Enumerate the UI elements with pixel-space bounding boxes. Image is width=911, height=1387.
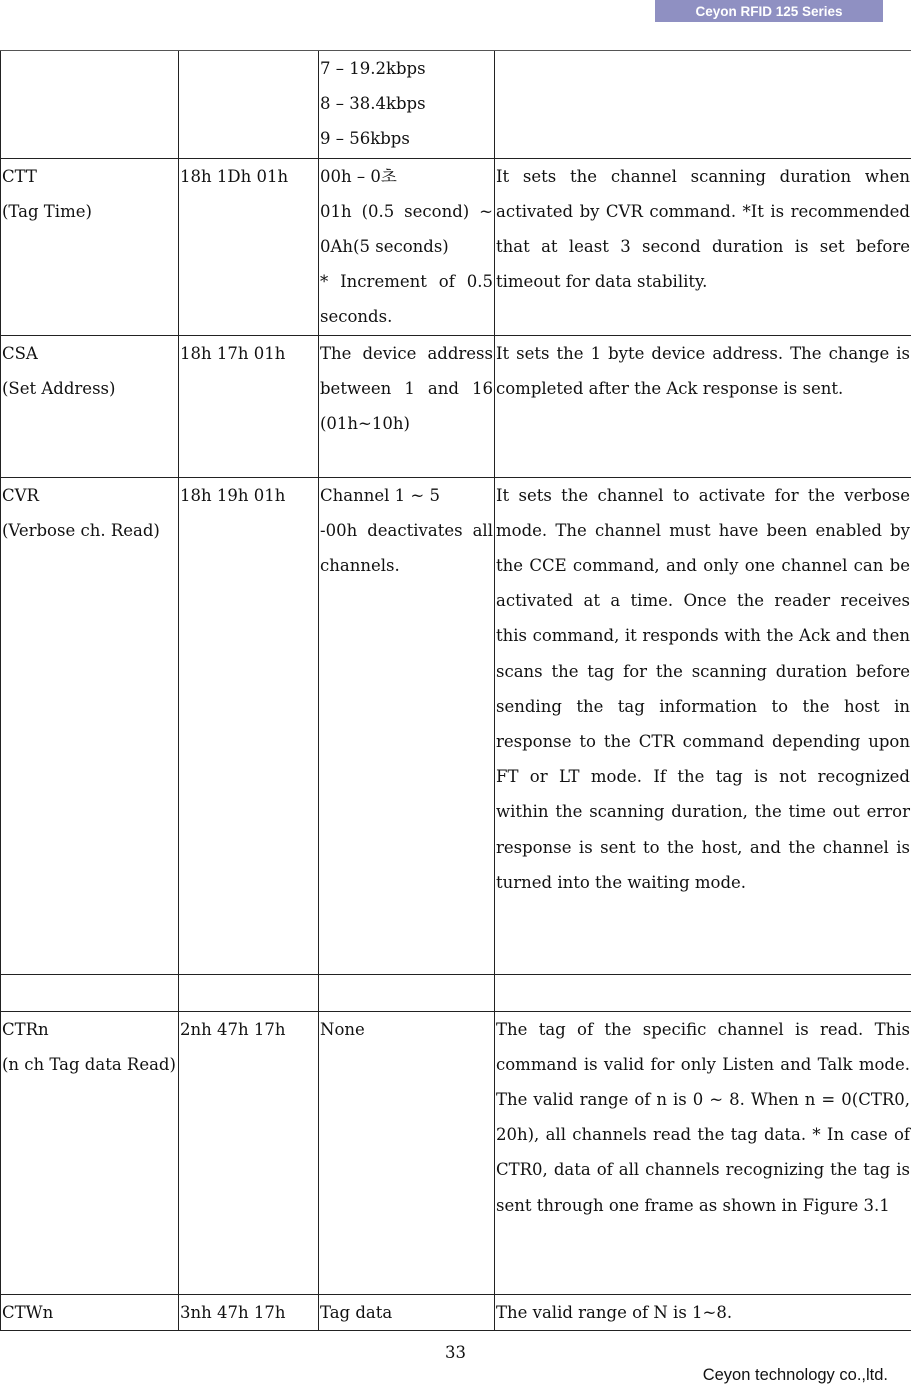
description-text: It sets the 1 byte device address. The change is completed after the Ack response is sent. xyxy=(496,343,910,398)
description-text: It sets the channel to activate for the verbose mode. The channel must have been enabled by the CCE command, and only one channel can be activated at a time. Once the reader receives this command, it responds with the Ack and then scans the tag for the scanning duration before sending the tag information to the host in response to the CTR command depending upon FT or LT mode. If the tag is not recognized within the scanning duration, the time out error response is sent to the host, and the channel is turned into the waiting mode. xyxy=(496,485,910,892)
command-text: (Set Address) xyxy=(2,378,116,398)
code-text: 3nh 47h 17h xyxy=(180,1302,286,1322)
description-cell xyxy=(495,51,911,158)
command-text: (Verbose ch. Read) xyxy=(2,520,160,540)
parameter-cell xyxy=(319,158,495,335)
parameter-text: 9 – 56kbps xyxy=(320,129,410,149)
command-table-body xyxy=(1,51,911,1330)
parameter-text: -00h deactivates all channels. xyxy=(320,520,493,575)
parameter-text: 00h – 0초 xyxy=(320,166,397,186)
parameter-text: 01h (0.5 second) ~ 0Ah(5 seconds) xyxy=(320,201,493,256)
table-row xyxy=(1,335,911,477)
parameter-text: Tag data xyxy=(320,1302,393,1322)
command-text: CTWn xyxy=(2,1302,54,1322)
code-cell xyxy=(179,1294,319,1330)
table-row xyxy=(1,158,911,335)
description-cell xyxy=(495,158,911,335)
command-text: CTT xyxy=(2,166,37,186)
description-text: The valid range of N is 1~8. xyxy=(496,1302,733,1322)
description-cell xyxy=(495,335,911,477)
description-cell xyxy=(495,1294,911,1330)
parameter-text: 8 – 38.4kbps xyxy=(320,94,426,114)
command-text: (Tag Time) xyxy=(2,201,92,221)
code-text: 18h 1Dh 01h xyxy=(180,166,289,186)
command-table xyxy=(0,51,911,1331)
series-badge xyxy=(655,0,883,22)
code-cell xyxy=(179,477,319,974)
description-text: The tag of the specific channel is read. This command is valid for only Listen and Talk mode. The valid range of n is 0 ~ 8. When n = 0(CTR0, 20h), all channels read the tag data. * In case of CTR0, data of all channels recognizing the tag is sent through one frame as shown in Figure 3.1 xyxy=(496,1019,910,1215)
command-cell xyxy=(1,974,179,1011)
parameter-cell xyxy=(319,335,495,477)
parameter-cell xyxy=(319,974,495,1011)
command-text: (n ch Tag data Read) xyxy=(2,1054,176,1074)
table-row xyxy=(1,1011,911,1294)
code-cell xyxy=(179,158,319,335)
description-cell xyxy=(495,1011,911,1294)
parameter-cell xyxy=(319,1294,495,1330)
code-cell xyxy=(179,335,319,477)
description-cell xyxy=(495,477,911,974)
code-text: 18h 19h 01h xyxy=(180,485,286,505)
table-row xyxy=(1,974,911,1011)
parameter-cell xyxy=(319,51,495,158)
command-cell xyxy=(1,335,179,477)
table-row xyxy=(1,51,911,158)
parameter-text: The device address between 1 and 16 (01h~10h) xyxy=(320,343,493,433)
code-cell xyxy=(179,1011,319,1294)
command-text: CSA xyxy=(2,343,38,363)
parameter-text: Channel 1 ~ 5 xyxy=(320,485,440,505)
command-cell xyxy=(1,477,179,974)
command-cell xyxy=(1,158,179,335)
parameter-text: * Increment of 0.5 seconds. xyxy=(320,272,493,327)
code-text: 18h 17h 01h xyxy=(180,343,286,363)
description-text: It sets the channel scanning duration when activated by CVR command. *It is recommended that at least 3 second duration is set before timeout for data stability. xyxy=(496,166,910,292)
table-row xyxy=(1,477,911,974)
command-cell xyxy=(1,51,179,158)
command-text: CVR xyxy=(2,485,39,505)
description-cell xyxy=(495,974,911,1011)
parameter-cell xyxy=(319,1011,495,1294)
table-row xyxy=(1,1294,911,1330)
command-cell xyxy=(1,1011,179,1294)
code-text: 2nh 47h 17h xyxy=(180,1019,286,1039)
code-cell xyxy=(179,974,319,1011)
command-text: CTRn xyxy=(2,1019,49,1039)
code-cell xyxy=(179,51,319,158)
command-cell xyxy=(1,1294,179,1330)
parameter-text: 7 – 19.2kbps xyxy=(320,59,426,78)
company-name: Ceyon technology co.,ltd. xyxy=(702,1366,888,1384)
page-number: 33 xyxy=(445,1343,466,1362)
parameter-text: None xyxy=(320,1019,365,1039)
parameter-cell xyxy=(319,477,495,974)
series-label: Ceyon RFID 125 Series xyxy=(695,3,843,19)
